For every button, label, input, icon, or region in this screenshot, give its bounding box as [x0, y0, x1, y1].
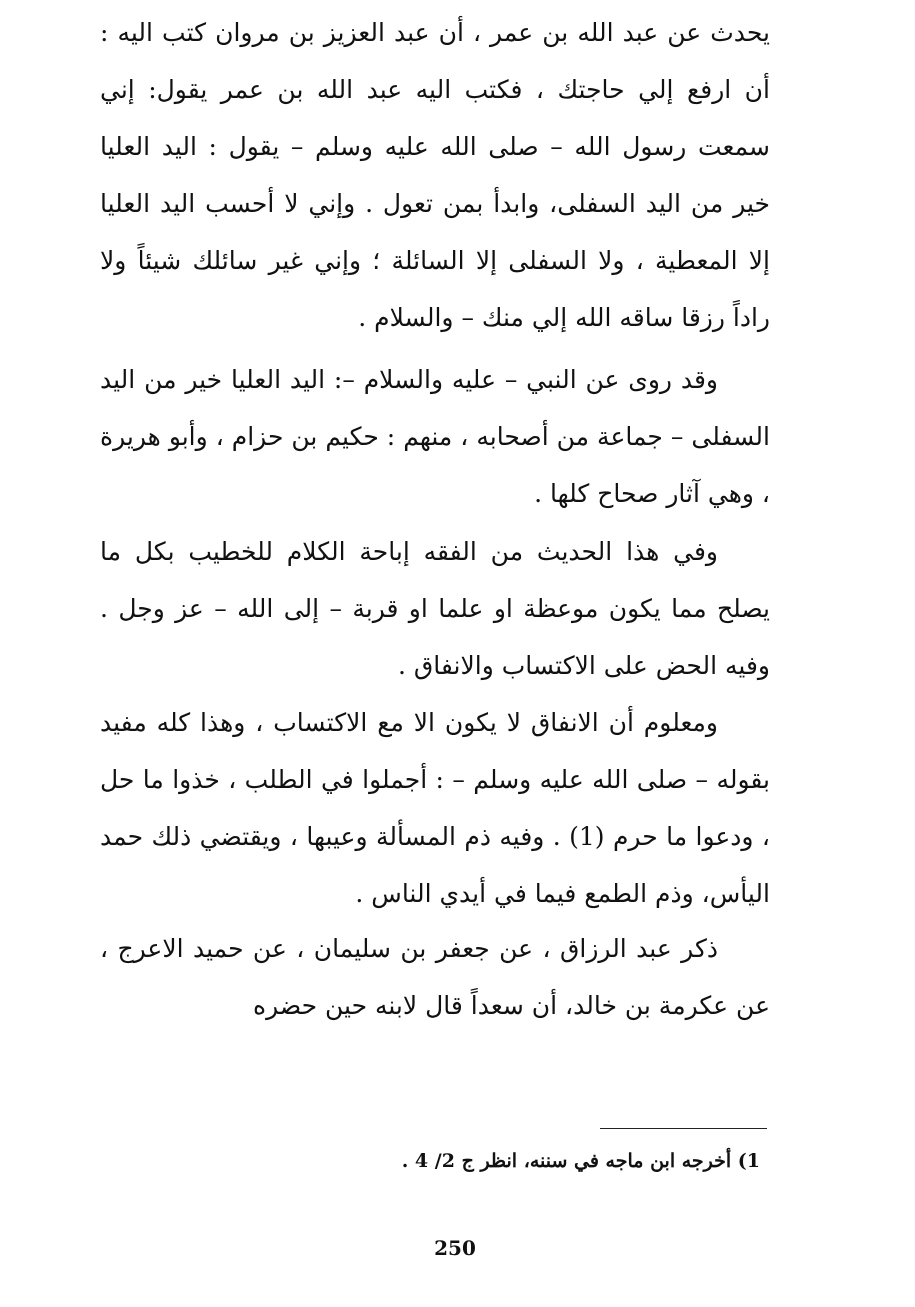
body-paragraph-5 — [100, 920, 770, 1034]
paragraph-text: ومعلوم أن الانفاق لا يكون الا مع الاكتساب ، وهذا كله مفيد بقوله – صلى الله عليه وسلم – : أجملوا في الطلب ، خذوا ما حل ، ودعوا ما حرم (1) . وفيه ذم المسألة وعيبها ، ويقتضي ذلك حمد اليأس، وذم الطمع فيما في أيدي الناس . — [100, 708, 770, 908]
page-number: 250 — [434, 1236, 476, 1260]
paragraph-text: يحدث عن عبد الله بن عمر ، أن عبد العزيز بن مروان كتب اليه : أن ارفع إلي حاجتك ، فكتب اليه عبد الله بن عمر يقول: إني سمعت رسول الله – صلى الله عليه وسلم – يقول : اليد العليا خير من اليد السفلى، وابدأ بمن تعول . وإني لا أحسب اليد العليا إلا المعطية ، ولا السفلى إلا السائلة ؛ وإني غير سائلك شيئاً ولا راداً رزقا ساقه الله إلي منك – والسلام . — [100, 18, 770, 332]
footnote-separator — [600, 1128, 767, 1129]
paragraph-text: ذكر عبد الرزاق ، عن جعفر بن سليمان ، عن حميد الاعرج ، عن عكرمة بن خالد، أن سعداً قال لابنه حين حضره — [100, 934, 770, 1020]
footnote: 1) أخرجه ابن ماجه في سننه، انظر ج 2/ 4 . — [401, 1150, 760, 1172]
body-paragraph-3 — [100, 523, 770, 694]
body-paragraph-2 — [100, 351, 770, 522]
body-paragraph-1 — [100, 4, 770, 346]
paragraph-text: وفي هذا الحديث من الفقه إباحة الكلام للخطيب بكل ما يصلح مما يكون موعظة او علما او قربة – إلى الله – عز وجل . وفيه الحض على الاكتساب والانفاق . — [100, 537, 770, 680]
body-paragraph-4 — [100, 694, 770, 922]
paragraph-text: وقد روى عن النبي – عليه والسلام –: اليد العليا خير من اليد السفلى – جماعة من أصحابه ، منهم : حكيم بن حزام ، وأبو هريرة ، وهي آثار صحاح كلها . — [100, 365, 770, 508]
